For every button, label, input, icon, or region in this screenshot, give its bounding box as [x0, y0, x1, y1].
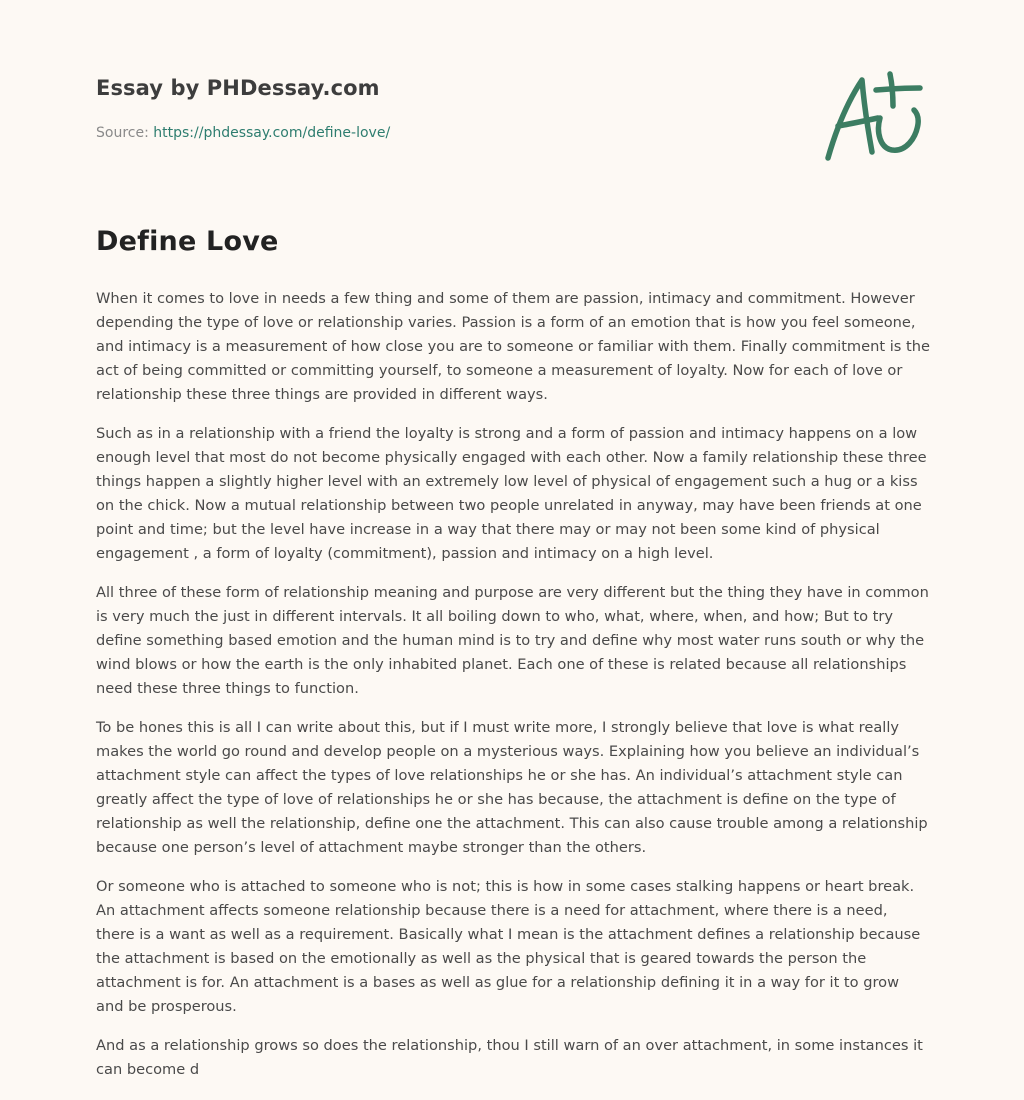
a-plus-icon — [820, 70, 924, 166]
site-title: Essay by PHDessay.com — [96, 76, 380, 100]
essay-title: Define Love — [96, 226, 279, 257]
essay-paragraph: Such as in a relationship with a friend the loyalty is strong and a form of passion and intimacy happens on a low enough level that most do not become physically engaged with each other. Now a family relationship these three things happen a slightly higher level with an extremely low level of physical of engagement such a hug or a kiss on the chick. Now a mutual relationship between two people unrelated in anyway, may have been friends at one point and time; but the level have increase in a way that there may or may not been some kind of physical engagement , a form of loyalty (commitment), passion and intimacy on a high level. — [96, 425, 927, 562]
source-line — [96, 125, 390, 141]
source-label: Source: — [96, 125, 154, 141]
essay-paragraph: When it comes to love in needs a few thing and some of them are passion, intimacy and commitment. However depending the type of love or relationship varies. Passion is a form of an emotion that is how you feel someone, and intimacy is a measurement of how close you are to someone or familiar with them. Finally commitment is the act of being committed or committing yourself, to someone a measurement of loyalty. Now for each of love or relationship these three things are provided in different ways. — [96, 290, 930, 403]
essay-paragraph: Or someone who is attached to someone who is not; this is how in some cases stalking happens or heart break. An attachment affects someone relationship because there is a need for attachment, where there is a need, there is a want as well as a requirement. Basically what I mean is the attachment defines a relationship because the attachment is based on the emotionally as well as the physical that is geared towards the person the attachment is for. An attachment is a bases as well as glue for a relationship defining it in a way for it to grow and be prosperous. — [96, 878, 921, 1015]
page-header — [96, 70, 928, 170]
source-link[interactable]: https://phdessay.com/define-love/ — [153, 125, 391, 141]
essay-content — [96, 226, 930, 1097]
essay-paragraph: To be hones this is all I can write about this, but if I must write more, I strongly believe that love is what really makes the world go round and develop people on a mysterious ways. Explaining how you believe an individual’s attachment style can affect the types of love relationships he or she has. An individual’s attachment style can greatly affect the type of love of relationships he or she has because, the attachment is define on the type of relationship as well the relationship, define one the attachment. This can also cause trouble among a relationship because one person’s level of attachment maybe stronger than the others. — [96, 719, 928, 856]
essay-paragraph: And as a relationship grows so does the relationship, thou I still warn of an over attachment, in some instances it can become d — [96, 1037, 923, 1078]
essay-paragraph: All three of these form of relationship meaning and purpose are very different but the thing they have in common is very much the just in different intervals. It all boiling down to who, what, where, when, and how; But to try define something based emotion and the human mind is to try and define why most water runs south or why the wind blows or how the earth is the only inhabited planet. Each one of these is related because all relationships need these three things to function. — [96, 584, 929, 697]
